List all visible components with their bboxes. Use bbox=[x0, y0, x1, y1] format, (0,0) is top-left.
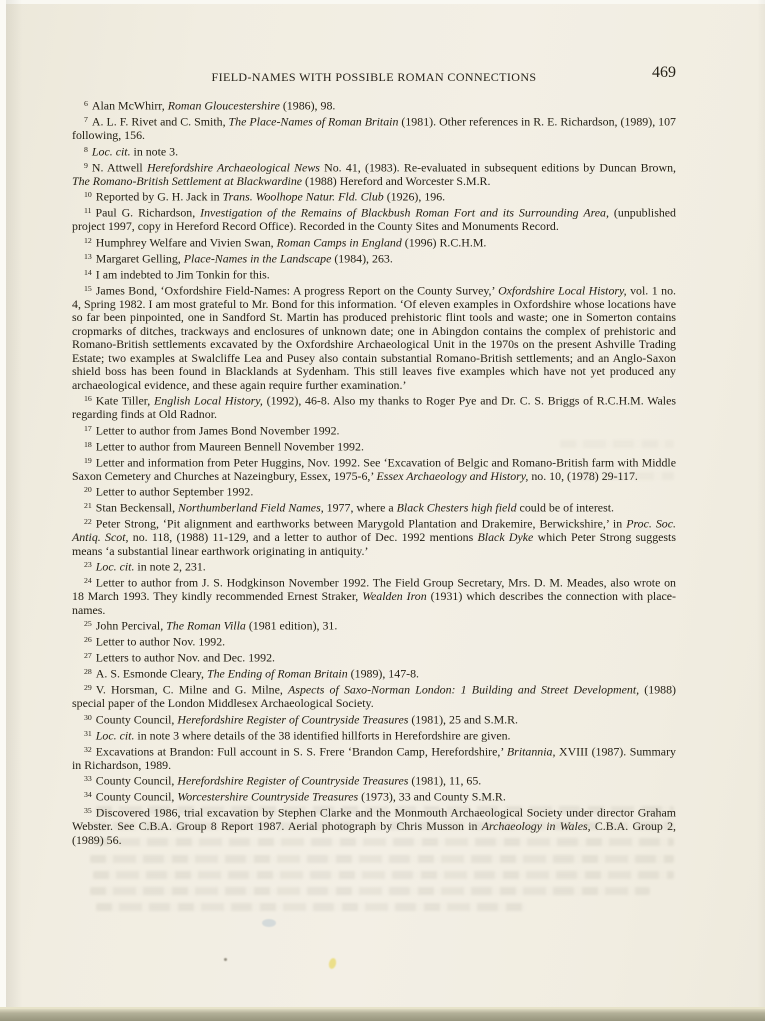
footnote-text: (1986), 98. bbox=[279, 98, 336, 113]
footnote-number: 8 bbox=[84, 144, 88, 154]
footnote-text: Letters to author Nov. and Dec. 1992. bbox=[95, 650, 275, 665]
footnote-number: 20 bbox=[84, 485, 92, 494]
footnote-number: 22 bbox=[84, 517, 92, 526]
footnote bbox=[72, 438, 676, 454]
footnote-text-italic: Proc. Soc. Antiq. Scot, bbox=[72, 516, 677, 544]
footnote-text-italic: Herefordshire Archaeological News bbox=[146, 160, 320, 174]
footnote-text-italic: Loc. cit. bbox=[95, 559, 135, 574]
footnote-text-italic: Trans. Woolhope Natur. Fld. Club bbox=[222, 189, 384, 204]
footnote-number: 10 bbox=[84, 190, 92, 199]
footnote-text-italic: Archaeology in Wales, bbox=[481, 819, 591, 833]
footnote-text: Letter and information from Peter Huggins, Nov. 1992. See ‘Excavation of Belgic and Romano-British farm with Middle Saxon Cemetery and Churches at Nazeingbury, Essex, 1975-6,’ bbox=[72, 455, 676, 483]
footnote-text: Letter to author Nov. 1992. bbox=[95, 634, 226, 649]
footnote-text: I am indebted to Jim Tonkin for this. bbox=[95, 267, 270, 281]
footnote-number: 14 bbox=[84, 267, 92, 277]
footnote-text: Letter to author from J. S. Hodgkinson November 1992. The Field Group Secretary, Mrs. D. M. Meades, also wrote on 18 March 1993. They kindly recommended Ernest Straker, bbox=[72, 575, 676, 603]
footnote-number: 15 bbox=[84, 283, 92, 293]
footnote-number: 28 bbox=[84, 667, 92, 676]
footnote-text: N. Attwell bbox=[91, 160, 147, 174]
footnote-text-italic: Roman Camps in England bbox=[276, 235, 402, 249]
footnote-text: Peter Strong, ‘Pit alignment and earthworks between Marygold Plantation and Drakemire, Berwickshire,’ in bbox=[95, 516, 627, 531]
footnote-text: in note 3. bbox=[130, 144, 179, 158]
footnote-text-italic: Black Chesters high field bbox=[396, 500, 517, 515]
footnote-text: James Bond, ‘Oxfordshire Field-Names: A progress Report on the County Survey,’ bbox=[95, 283, 499, 297]
footnote bbox=[72, 743, 676, 773]
footnote-number: 12 bbox=[84, 235, 92, 245]
footnote-text: no. 118, (1988) 11-129, and a letter to author of Dec. 1992 mentions bbox=[128, 530, 478, 544]
footnote-text: in note 2, 231. bbox=[134, 559, 206, 574]
footnote-text: County Council, bbox=[95, 712, 178, 726]
footnote bbox=[72, 574, 676, 617]
footnote-text-italic: The Romano-British Settlement at Blackwardine bbox=[72, 173, 303, 188]
footnote-text: (1996) R.C.H.M. bbox=[401, 235, 487, 249]
footnote-number: 25 bbox=[84, 619, 92, 628]
footnote-text: Paul G. Richardson, bbox=[95, 205, 201, 220]
scan-edge-right bbox=[757, 0, 765, 1021]
footnote-text: Reported by G. H. Jack in bbox=[95, 189, 223, 204]
footnote bbox=[72, 454, 676, 484]
footnote-text: Stan Beckensall, bbox=[95, 500, 179, 515]
footnote-text-italic: Wealden Iron bbox=[362, 589, 427, 603]
footnote-text: (1973), 33 and County S.M.R. bbox=[358, 789, 506, 804]
footnote bbox=[72, 633, 676, 649]
footnote-number: 32 bbox=[84, 744, 92, 754]
footnote bbox=[72, 515, 676, 558]
footnote-number: 35 bbox=[84, 806, 92, 815]
footnote-text: A. S. Esmonde Cleary, bbox=[95, 666, 207, 681]
footnote-number: 19 bbox=[84, 455, 92, 465]
bleed-line bbox=[90, 855, 674, 863]
footnote-number: 23 bbox=[84, 560, 92, 569]
footnote-text-italic: Aspects of Saxo-Norman London: 1 Building and Street Development, bbox=[288, 682, 640, 697]
footnote-number: 7 bbox=[84, 115, 88, 124]
footnote-text: (1988) Hereford and Worcester S.M.R. bbox=[302, 173, 491, 188]
footnote-number: 30 bbox=[84, 712, 92, 722]
footnote-number: 21 bbox=[84, 501, 92, 510]
page-number: 469 bbox=[652, 64, 676, 81]
footnote bbox=[72, 204, 676, 234]
footnote bbox=[72, 649, 676, 665]
footnote-number: 16 bbox=[84, 394, 92, 403]
footnote-text: Letter to author from Maureen Bennell November 1992. bbox=[95, 439, 364, 453]
footnote bbox=[72, 483, 676, 499]
footnote-number: 31 bbox=[84, 728, 92, 738]
footnote-number: 34 bbox=[84, 790, 92, 799]
footnote-text: (unpublished project 1997, copy in Hereford Record Office). Recorded in the County Sites and Monuments Record. bbox=[72, 205, 677, 233]
footnote-number: 13 bbox=[84, 251, 92, 261]
footnote-text: XVIII (1987). Summary in Richardson, 1989. bbox=[72, 744, 676, 772]
footnote bbox=[72, 422, 676, 438]
footnote-text: County Council, bbox=[95, 789, 178, 804]
footnote-text: No. 41, (1983). Re-evaluated in subsequent editions by Duncan Brown, bbox=[319, 160, 676, 174]
footnote-text-italic: Investigation of the Remains of Blackbush Roman Fort and its Surrounding Area, bbox=[200, 205, 609, 220]
footnote-number: 27 bbox=[84, 651, 92, 660]
scan-speck bbox=[224, 958, 227, 961]
footnote-text-italic: Oxfordshire Local History, bbox=[498, 283, 627, 297]
footnote-text: (1981). Other references in R. E. Richardson, (1989), 107 following, 156. bbox=[72, 114, 676, 142]
footnote-text-italic: Essex Archaeology and History, bbox=[376, 468, 529, 483]
footnote-text: A. L. F. Rivet and C. Smith, bbox=[91, 114, 229, 129]
footnote-text: vol. 1 no. 4, Spring 1982. I am most grateful to Mr. Bond for this information. ‘Of eleven examples in Oxfordshire whose locations have so far been pinpointed, one in Sandford St. Martin has produced prehistoric flint tools and waste; one in Somerton contains cropmarks of ditches, trackways and enclosures of unknown date; one in Abingdon contains the complex of prehistoric and Romano-British settlements excavated by the Oxfordshire Archaeological Unit in the 1970s on the present Ashville Trading Estate; two examples at Swalcliffe Lea and Pusey also contain substantial Romano-British settlements; and an Anglo-Saxon shield boss has been found in Blacklands at Sydenham. This still leaves five examples which have not yet produced any archaeological evidence, and these again require further examination.’ bbox=[72, 283, 676, 392]
footnote-text-italic: Worcestershire Countryside Treasures bbox=[177, 789, 359, 804]
bleed-line bbox=[96, 903, 526, 911]
footnote-text-italic: Loc. cit. bbox=[91, 144, 131, 158]
footnote-text: Margaret Gelling, bbox=[95, 251, 184, 265]
footnote bbox=[72, 681, 676, 711]
footnote bbox=[72, 188, 676, 204]
footnote-text: John Percival, bbox=[95, 618, 167, 633]
footnote-number: 33 bbox=[84, 774, 92, 783]
footnote-text: in note 3 where details of the 38 identified hillforts in Herefordshire are given. bbox=[134, 728, 511, 742]
scan-speck bbox=[328, 957, 337, 969]
footnote bbox=[72, 266, 676, 282]
footnote bbox=[72, 665, 676, 681]
bleed-line bbox=[93, 871, 674, 879]
book-edge bbox=[0, 1009, 765, 1021]
footnote-text: C.B.A. Group 2, (1989) 56. bbox=[72, 819, 676, 847]
footnote-text-italic: English Local History, bbox=[154, 393, 263, 408]
footnote-text: V. Horsman, C. Milne and G. Milne, bbox=[95, 682, 289, 697]
footnote-text: (1926), 196. bbox=[383, 189, 446, 204]
footnote-text-italic: Herefordshire Register of Countryside Treasures bbox=[177, 712, 409, 726]
footnote-number: 29 bbox=[84, 683, 92, 692]
footnote-text: (1989), 147-8. bbox=[347, 666, 420, 681]
footnote-number: 17 bbox=[84, 423, 92, 433]
scan-edge-top bbox=[0, 0, 765, 4]
footnote-text: County Council, bbox=[95, 773, 178, 788]
footnote-text: Alan McWhirr, bbox=[91, 98, 168, 113]
footnote bbox=[72, 499, 676, 515]
footnote-text: could be of interest. bbox=[516, 500, 614, 515]
footnote-number: 9 bbox=[84, 160, 88, 170]
binding-crease bbox=[6, 0, 22, 1021]
footnote-text: Discovered 1986, trial excavation by Stephen Clarke and the Monmouth Archaeological Society under director Graham Webster. See C.B.A. Group 8 Report 1987. Aerial photograph by Chris Musson in bbox=[72, 805, 676, 833]
footnote-text-italic: Black Dyke bbox=[477, 530, 534, 544]
footnote-number: 11 bbox=[84, 206, 92, 215]
footnote bbox=[72, 97, 676, 113]
footnote bbox=[72, 617, 676, 633]
footnote bbox=[72, 113, 676, 143]
page-header bbox=[72, 64, 676, 88]
footnote bbox=[72, 282, 676, 393]
footnote bbox=[72, 772, 676, 788]
footnote bbox=[72, 143, 676, 159]
footnote-text: (1981), 25 and S.M.R. bbox=[408, 712, 519, 726]
footnote-number: 6 bbox=[84, 99, 88, 108]
footnote-text: Excavations at Brandon: Full account in S. S. Frere ‘Brandon Camp, Herefordshire,’ bbox=[95, 744, 507, 758]
footnotes-list bbox=[72, 97, 676, 847]
footnote-text: (1984), 263. bbox=[331, 251, 393, 265]
footnote-text: (1992), 46-8. Also my thanks to Roger Pye and Dr. C. S. Briggs of R.C.H.M. Wales regarding finds at Old Radnor. bbox=[72, 393, 676, 421]
footnote-text-italic: Roman Gloucestershire bbox=[167, 98, 280, 113]
footnote bbox=[72, 250, 676, 266]
footnote bbox=[72, 392, 676, 422]
footnote-text: Humphrey Welfare and Vivien Swan, bbox=[95, 235, 277, 249]
footnote bbox=[72, 727, 676, 743]
bleed-line bbox=[90, 887, 650, 895]
footnote-text-italic: The Roman Villa bbox=[166, 618, 246, 633]
footnote-text: Letter to author from James Bond November 1992. bbox=[95, 423, 340, 437]
footnote bbox=[72, 804, 676, 847]
footnote-text: which Peter Strong suggests means ‘a substantial linear earthwork originating in antiquity.’ bbox=[72, 530, 676, 558]
footnote-text: (1988) special paper of the London Middlesex Archaeological Society. bbox=[72, 682, 677, 710]
footnote bbox=[72, 234, 676, 250]
footnote-text: 1977, where a bbox=[323, 500, 397, 515]
footnote-text: (1981), 11, 65. bbox=[408, 773, 482, 788]
footnote bbox=[72, 711, 676, 727]
running-title: FIELD-NAMES WITH POSSIBLE ROMAN CONNECTIONS bbox=[211, 70, 537, 84]
footnote-text-italic: The Place-Names of Roman Britain bbox=[228, 114, 399, 129]
footnote-text-italic: Loc. cit. bbox=[95, 728, 135, 742]
footnote-text-italic: Northumberland Field Names, bbox=[178, 500, 324, 515]
footnote-number: 24 bbox=[84, 576, 92, 585]
footnote-text-italic: Britannia, bbox=[506, 744, 556, 758]
scan-speck bbox=[262, 919, 276, 927]
footnote-number: 26 bbox=[84, 635, 92, 644]
footnote-text: Kate Tiller, bbox=[95, 393, 154, 408]
footnote-number: 18 bbox=[84, 439, 92, 449]
footnote-text-italic: Place-Names in the Landscape bbox=[183, 251, 332, 265]
footnote-text: no. 10, (1978) 29-117. bbox=[528, 468, 638, 483]
footnote-text: (1981 edition), 31. bbox=[245, 618, 338, 633]
footnote bbox=[72, 159, 676, 189]
footnote-text: (1931) which describes the connection with place-names. bbox=[72, 589, 676, 617]
footnote bbox=[72, 558, 676, 574]
footnote bbox=[72, 788, 676, 804]
footnote-text-italic: Herefordshire Register of Countryside Treasures bbox=[177, 773, 409, 788]
footnote-text-italic: The Ending of Roman Britain bbox=[206, 666, 348, 681]
footnote-text: Letter to author September 1992. bbox=[95, 484, 254, 499]
